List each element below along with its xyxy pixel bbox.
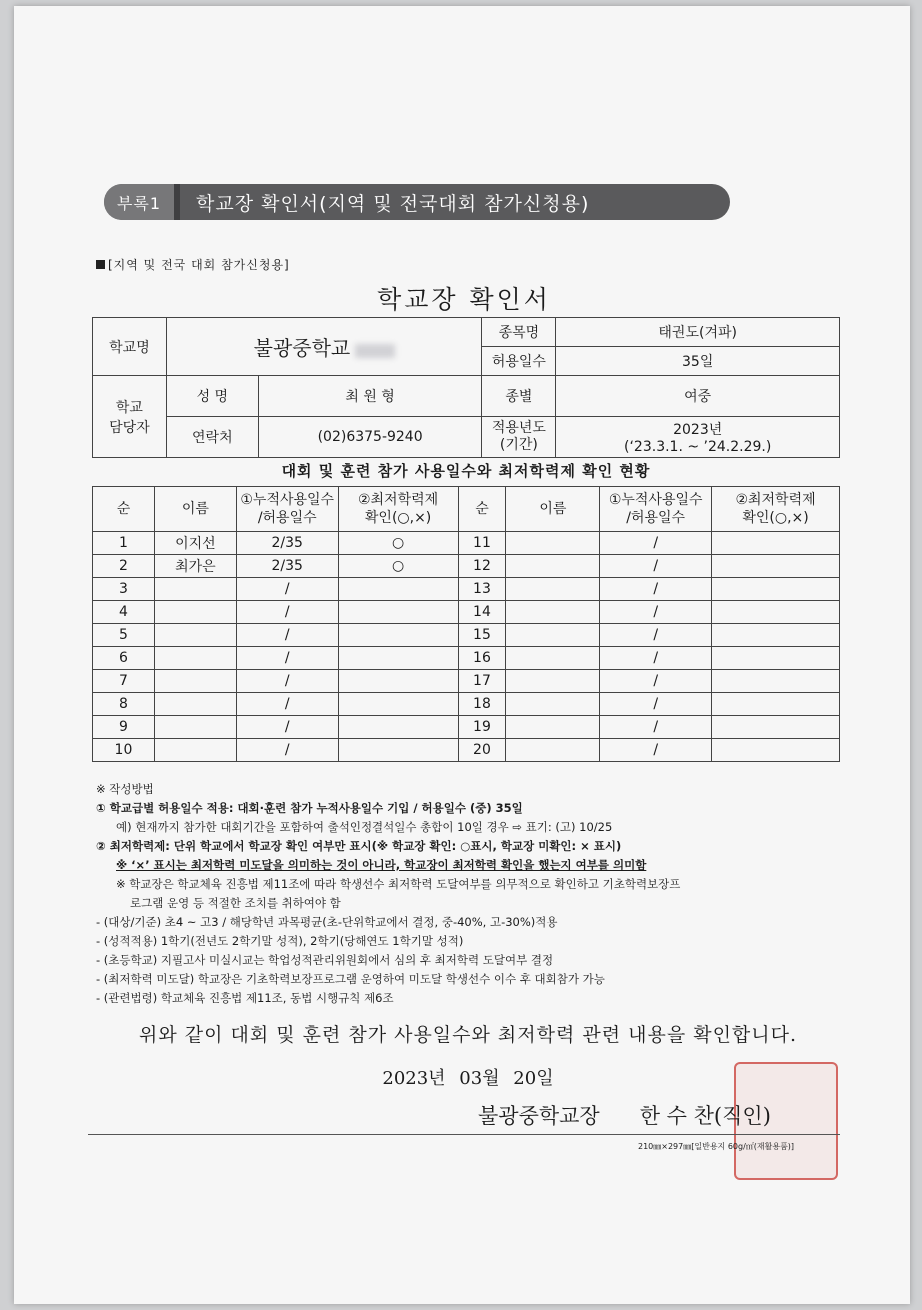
row-check xyxy=(712,601,840,624)
section-label-text: [지역 및 전국 대회 참가신청용] xyxy=(108,258,290,272)
info-table xyxy=(92,317,840,458)
note-detail-5: - (관련법령) 학교체육 진흥법 제11조, 동법 시행규칙 제6조 xyxy=(96,991,394,1005)
row-name xyxy=(506,670,600,693)
status-title: 대회 및 훈련 참가 사용일수와 최저학력제 확인 현황 xyxy=(281,462,651,480)
row-days: / xyxy=(236,693,338,716)
row-num: 16 xyxy=(458,647,506,670)
year-cell xyxy=(556,417,840,458)
note-line2-b2: 로그램 운영 등 적절한 조치를 취하여야 함 xyxy=(130,896,341,910)
row-num: 20 xyxy=(458,739,506,762)
row-num: 5 xyxy=(93,624,155,647)
header-check: ②최저학력제 확인(○,×) xyxy=(338,487,458,532)
row-name xyxy=(506,555,600,578)
row-check xyxy=(712,670,840,693)
appendix-banner xyxy=(104,184,730,220)
row-name xyxy=(154,716,236,739)
event-label: 종목명 xyxy=(482,318,556,347)
header-check: ②최저학력제 확인(○,×) xyxy=(712,487,840,532)
row-name xyxy=(506,532,600,555)
row-name: 이지선 xyxy=(154,532,236,555)
allowed-days-label: 허용일수 xyxy=(482,347,556,376)
note-line2: ② 최저학력제: 단위 학교에서 학교장 확인 여부만 표시(※ 학교장 확인: ○표시, 학교장 미확인: × 표시) xyxy=(96,839,622,853)
row-days: / xyxy=(600,647,712,670)
appendix-tag: 부록1 xyxy=(104,184,180,220)
table-row xyxy=(93,624,840,647)
row-num: 6 xyxy=(93,647,155,670)
header-days: ①누적사용일수 /허용일수 xyxy=(600,487,712,532)
row-days: / xyxy=(600,624,712,647)
table-row xyxy=(93,693,840,716)
square-bullet-icon xyxy=(96,260,105,269)
year-label: 적용년도 (기간) xyxy=(482,417,556,458)
note-detail-2: - (성적적용) 1학기(전년도 2학기말 성적), 2학기(당해연도 1학기말 성적) xyxy=(96,934,464,948)
table-row xyxy=(93,532,840,555)
row-name xyxy=(506,693,600,716)
row-days: / xyxy=(600,555,712,578)
school-name-text: 불광중학교 xyxy=(253,336,351,360)
school-name-value xyxy=(166,318,482,376)
section-label xyxy=(96,256,290,273)
row-num: 11 xyxy=(458,532,506,555)
name-label: 성 명 xyxy=(166,376,258,417)
row-check xyxy=(712,532,840,555)
row-name xyxy=(506,739,600,762)
signer-title: 불광중학교장 xyxy=(478,1104,600,1128)
row-days: / xyxy=(236,601,338,624)
table-row xyxy=(93,601,840,624)
issue-date: 2023년 03월 20일 xyxy=(382,1068,554,1089)
status-table-header xyxy=(93,487,840,532)
signer-name: 한 수 찬(직인) xyxy=(639,1104,771,1128)
row-num: 19 xyxy=(458,716,506,739)
table-row xyxy=(93,670,840,693)
instructions xyxy=(96,780,856,1008)
note-line1-example: 예) 현재까지 참가한 대회기간을 포함하여 출석인정결석일수 총합이 10일 경우 ⇨ 표기: (고) 10/25 xyxy=(116,820,613,834)
notes-heading: ※ 작성방법 xyxy=(96,782,154,796)
row-days: / xyxy=(600,716,712,739)
row-check xyxy=(338,647,458,670)
table-row xyxy=(93,555,840,578)
year-value: 2023년 xyxy=(673,422,723,438)
category-value: 여중 xyxy=(556,376,840,417)
row-days: / xyxy=(236,716,338,739)
row-days: / xyxy=(600,578,712,601)
row-check xyxy=(338,624,458,647)
row-name xyxy=(154,624,236,647)
confirmation-text: 위와 같이 대회 및 훈련 참가 사용일수와 최저학력 관련 내용을 확인합니다. xyxy=(138,1024,798,1046)
period-value: (‘23.3.1. ~ ’24.2.29.) xyxy=(624,439,772,455)
row-num: 1 xyxy=(93,532,155,555)
row-name xyxy=(154,647,236,670)
note-line1: ① 학교급별 허용일수 적용: 대회·훈련 참가 누적사용일수 기입 / 허용일수 (중) 35일 xyxy=(96,801,523,815)
row-num: 4 xyxy=(93,601,155,624)
row-name xyxy=(506,578,600,601)
row-name xyxy=(154,578,236,601)
table-row xyxy=(93,739,840,762)
appendix-title: 학교장 확인서(지역 및 전국대회 참가신청용) xyxy=(196,192,590,215)
row-days: / xyxy=(600,532,712,555)
row-days: 2/35 xyxy=(236,555,338,578)
row-num: 10 xyxy=(93,739,155,762)
header-days: ①누적사용일수 /허용일수 xyxy=(236,487,338,532)
header-num: 순 xyxy=(93,487,155,532)
row-check xyxy=(338,716,458,739)
row-num: 18 xyxy=(458,693,506,716)
row-check xyxy=(712,624,840,647)
header-name: 이름 xyxy=(154,487,236,532)
header-name: 이름 xyxy=(506,487,600,532)
row-check: ○ xyxy=(338,532,458,555)
row-days: / xyxy=(600,693,712,716)
row-num: 17 xyxy=(458,670,506,693)
row-check xyxy=(338,601,458,624)
note-detail-1: - (대상/기준) 초4 ~ 고3 / 해당학년 과목평균(초-단위학교에서 결정, 중-40%, 고-30%)적용 xyxy=(96,915,558,929)
row-name: 최가은 xyxy=(154,555,236,578)
bottom-divider xyxy=(88,1134,840,1135)
row-check xyxy=(712,578,840,601)
row-num: 8 xyxy=(93,693,155,716)
row-check xyxy=(712,739,840,762)
row-days: / xyxy=(236,739,338,762)
row-days: 2/35 xyxy=(236,532,338,555)
row-days: / xyxy=(236,624,338,647)
row-check xyxy=(338,739,458,762)
teacher-label: 학교 담당자 xyxy=(93,376,167,458)
row-days: / xyxy=(600,670,712,693)
signer xyxy=(478,1100,771,1130)
row-num: 7 xyxy=(93,670,155,693)
table-row xyxy=(93,716,840,739)
row-days: / xyxy=(600,601,712,624)
row-check xyxy=(338,670,458,693)
category-label: 종별 xyxy=(482,376,556,417)
row-name xyxy=(506,601,600,624)
note-line2-a: ※ ‘×’ 표시는 최저학력 미도달을 의미하는 것이 아니라, 학교장이 최저학력 확인을 했는지 여부를 의미함 xyxy=(116,858,647,872)
row-num: 14 xyxy=(458,601,506,624)
row-check xyxy=(712,693,840,716)
row-days: / xyxy=(600,739,712,762)
contact-value: (02)6375-9240 xyxy=(258,417,482,458)
row-check xyxy=(712,716,840,739)
status-table xyxy=(92,486,840,762)
row-num: 15 xyxy=(458,624,506,647)
header-num: 순 xyxy=(458,487,506,532)
note-detail-3: - (초등학교) 지필고사 미실시교는 학업성적관리위원회에서 심의 후 최저학력 도달여부 결정 xyxy=(96,953,554,967)
paper-spec: 210㎜×297㎜[일반용지 60g/㎡(재활용품)] xyxy=(638,1142,795,1151)
name-value: 최 원 형 xyxy=(258,376,482,417)
note-line2-b1: ※ 학교장은 학교체육 진흥법 제11조에 따라 학생선수 최저학력 도달여부를 의무적으로 확인하고 기초학력보장프 xyxy=(116,877,681,891)
row-num: 9 xyxy=(93,716,155,739)
row-name xyxy=(154,739,236,762)
row-days: / xyxy=(236,647,338,670)
row-check xyxy=(338,578,458,601)
event-value: 태권도(겨파) xyxy=(556,318,840,347)
row-days: / xyxy=(236,578,338,601)
blurred-region xyxy=(355,344,395,358)
row-name xyxy=(154,670,236,693)
row-name xyxy=(154,601,236,624)
row-check xyxy=(712,555,840,578)
table-row xyxy=(93,647,840,670)
contact-label: 연락처 xyxy=(166,417,258,458)
row-num: 3 xyxy=(93,578,155,601)
row-name xyxy=(506,624,600,647)
school-name-label: 학교명 xyxy=(93,318,167,376)
document-title: 학교장 확인서 xyxy=(377,285,551,314)
row-check: ○ xyxy=(338,555,458,578)
allowed-days-value: 35일 xyxy=(556,347,840,376)
row-num: 12 xyxy=(458,555,506,578)
row-num: 13 xyxy=(458,578,506,601)
note-detail-4: - (최저학력 미도달) 학교장은 기초학력보장프로그램 운영하여 미도달 학생선수 이수 후 대회참가 가능 xyxy=(96,972,605,986)
table-row xyxy=(93,578,840,601)
row-name xyxy=(154,693,236,716)
row-check xyxy=(712,647,840,670)
row-check xyxy=(338,693,458,716)
row-days: / xyxy=(236,670,338,693)
row-name xyxy=(506,716,600,739)
row-num: 2 xyxy=(93,555,155,578)
row-name xyxy=(506,647,600,670)
